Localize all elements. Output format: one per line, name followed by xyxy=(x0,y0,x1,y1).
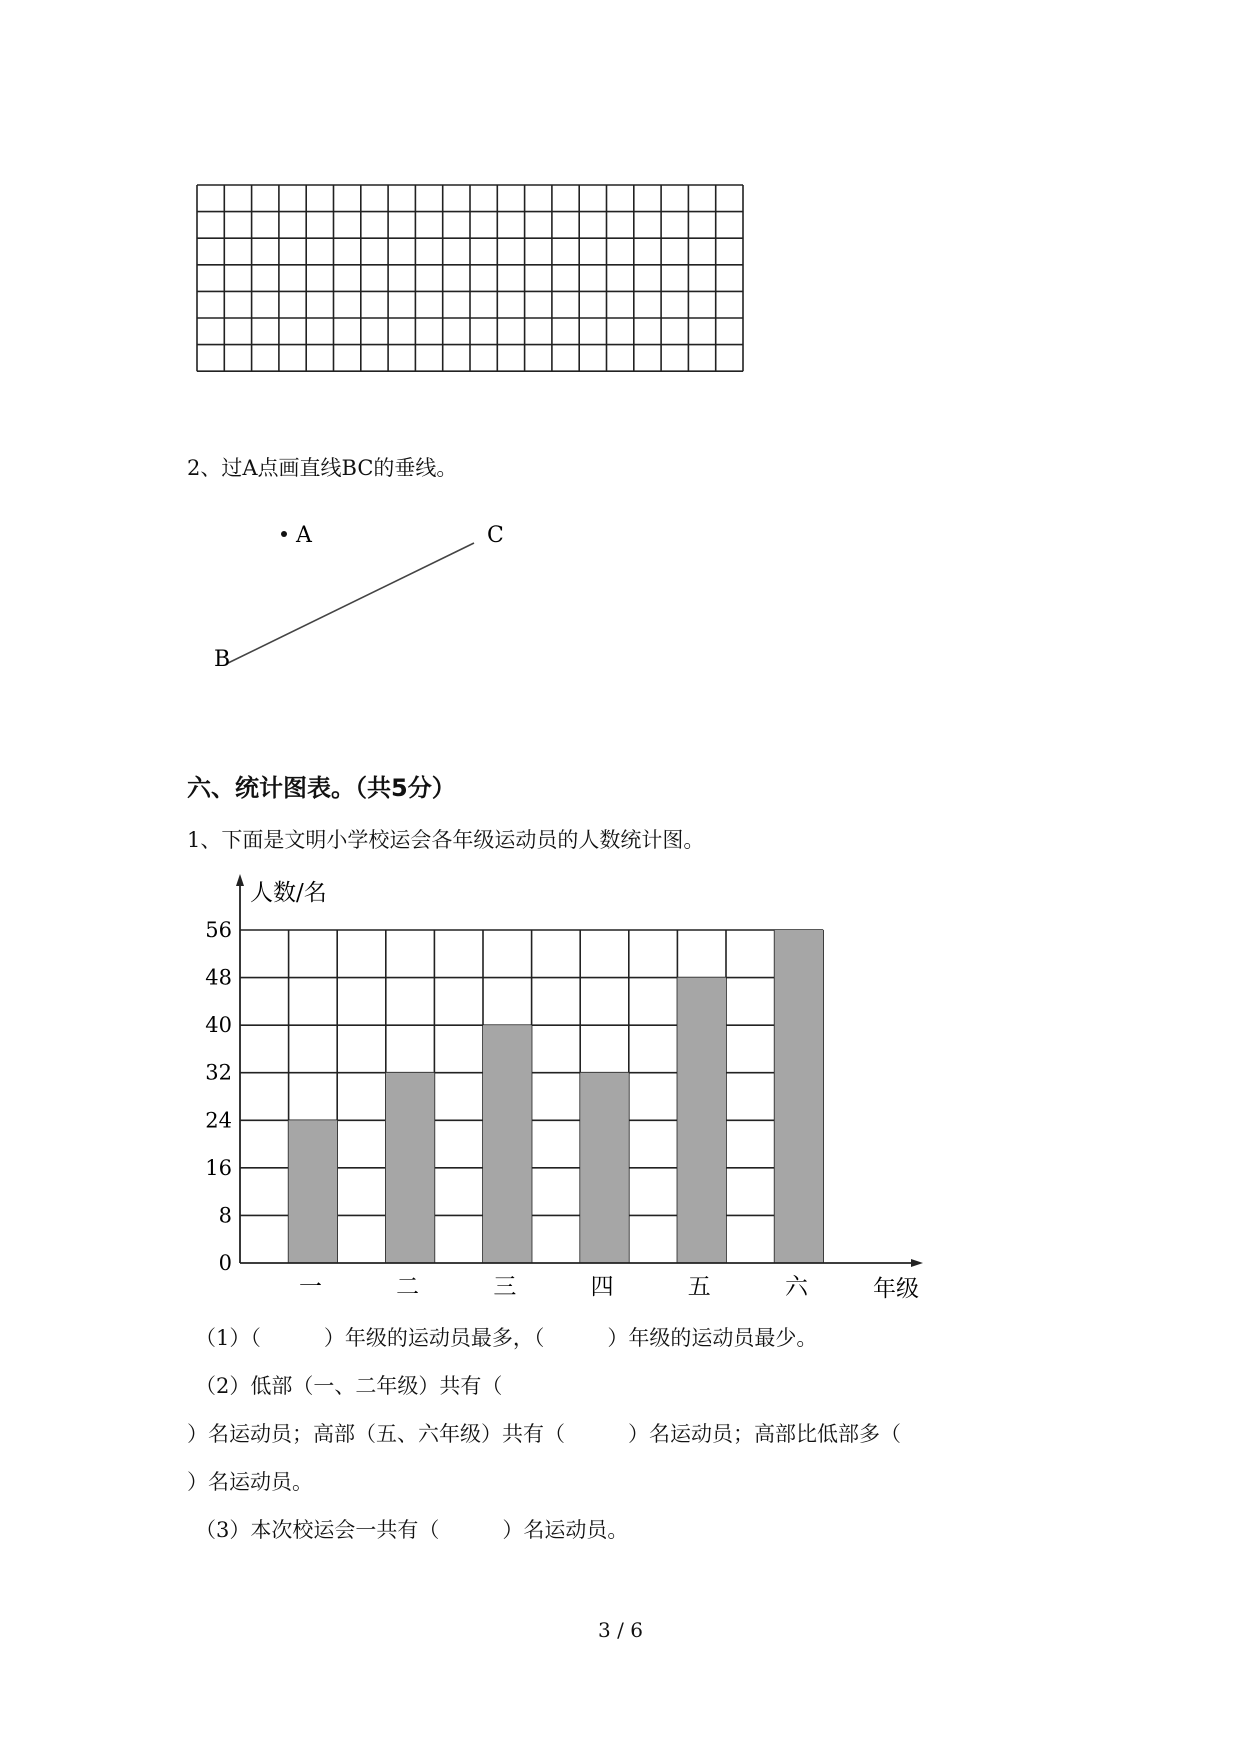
y-tick-label: 8 xyxy=(218,1203,232,1228)
x-category-label: 二 xyxy=(396,1274,420,1300)
bar-grade-3 xyxy=(483,1025,532,1263)
y-tick-label: 40 xyxy=(205,1013,232,1038)
line-bc xyxy=(226,543,474,664)
question-1-part-2-c: ）名运动员。 xyxy=(187,1470,313,1494)
drawing-grid xyxy=(195,183,747,373)
perpendicular-diagram xyxy=(200,515,520,675)
x-category-label: 三 xyxy=(493,1274,517,1300)
question-1-part-2-b: ）名运动员；高部（五、六年级）共有（ ）名运动员；高部比低部多（ xyxy=(187,1422,901,1446)
y-tick-label: 16 xyxy=(205,1155,232,1180)
question-2-text: 2、过A点画直线BC的垂线。 xyxy=(187,456,458,480)
point-a-label: A xyxy=(296,523,312,548)
x-category-label: 四 xyxy=(590,1274,614,1300)
x-category-label: 五 xyxy=(687,1274,711,1300)
x-axis-arrow xyxy=(911,1259,923,1267)
x-category-label: 一 xyxy=(298,1274,322,1300)
y-axis-label: 人数/名 xyxy=(250,880,327,906)
question-1-part-2-a: （2）低部（一、二年级）共有（ xyxy=(195,1374,503,1398)
bar-grade-1 xyxy=(289,1120,338,1263)
point-c-label: C xyxy=(487,523,504,548)
bar-grade-2 xyxy=(386,1073,435,1263)
question-1-intro: 1、下面是文明小学校运会各年级运动员的人数统计图。 xyxy=(187,828,705,852)
y-tick-label: 0 xyxy=(218,1251,232,1275)
x-category-label: 六 xyxy=(784,1274,808,1300)
x-axis-label: 年级 xyxy=(873,1276,919,1302)
point-b-label: B xyxy=(214,647,231,672)
question-1-part-3: （3）本次校运会一共有（ ）名运动员。 xyxy=(195,1518,629,1542)
bar-grade-6 xyxy=(775,930,824,1263)
y-axis-arrow xyxy=(236,874,244,886)
y-tick-label: 56 xyxy=(205,918,232,942)
point-a-dot xyxy=(281,531,287,537)
page-number: 3 / 6 xyxy=(598,1618,643,1642)
y-tick-label: 48 xyxy=(205,965,232,990)
bar-chart xyxy=(190,870,950,1310)
bar-grade-4 xyxy=(580,1073,629,1263)
bar-grade-5 xyxy=(677,978,726,1263)
y-tick-label: 32 xyxy=(205,1060,232,1085)
y-tick-label: 24 xyxy=(205,1108,232,1133)
question-1-part-1: （1）（ ）年级的运动员最多，（ ）年级的运动员最少。 xyxy=(195,1326,818,1350)
section-title: 六、统计图表。（共5分） xyxy=(187,774,456,802)
